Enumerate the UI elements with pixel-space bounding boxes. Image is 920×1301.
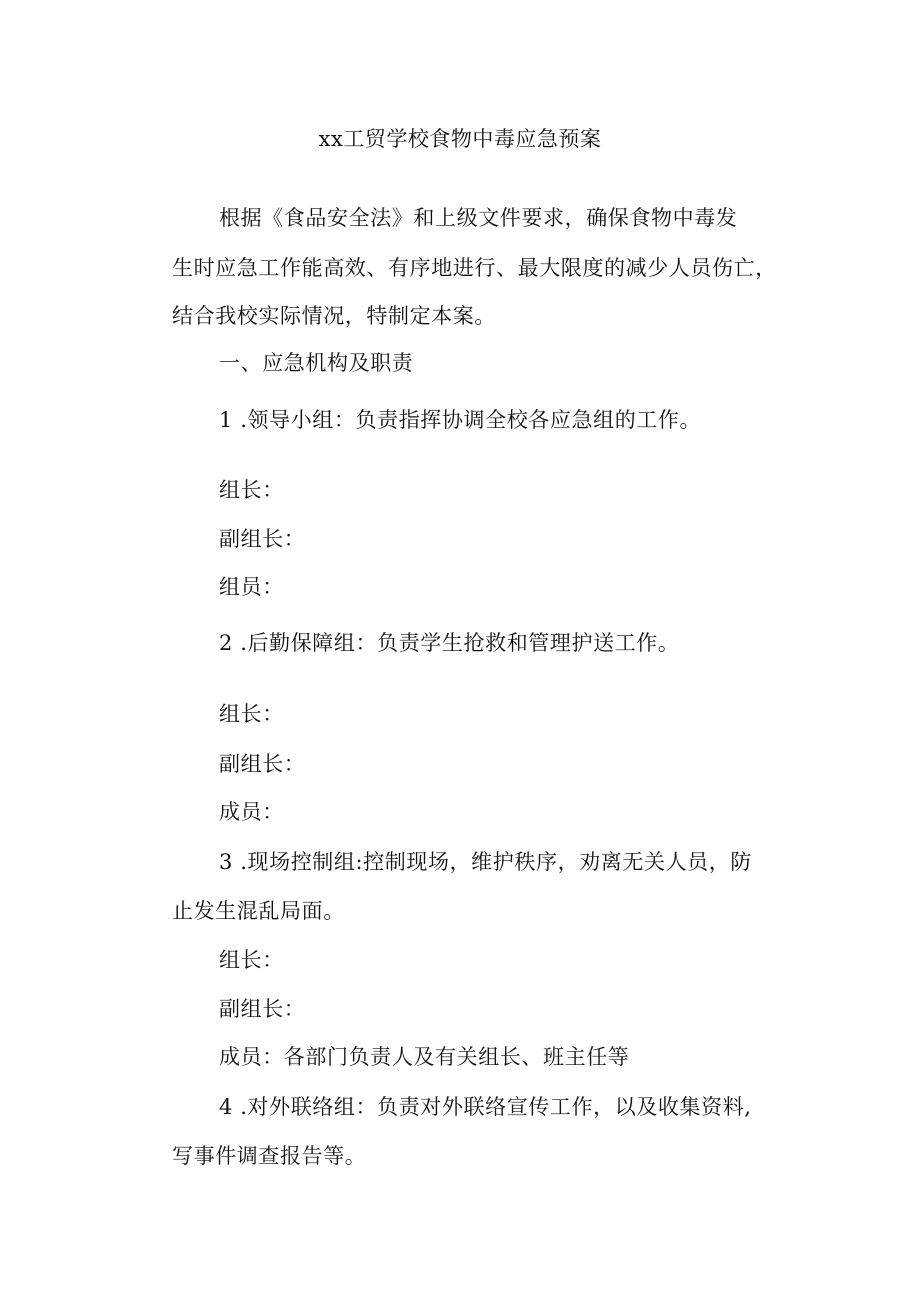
group-3-heading-line-2: 止发生混乱局面。 xyxy=(172,899,345,923)
group-1-heading: 1 .领导小组：负责指挥协调全校各应急组的工作。 xyxy=(219,408,702,432)
intro-line-2: 生时应急工作能高效、有序地进行、最大限度的减少人员伤亡， xyxy=(172,256,777,280)
group-1-members: 组员： xyxy=(219,575,284,599)
group-3-deputy: 副组长： xyxy=(219,997,306,1021)
group-2-leader: 组长： xyxy=(219,702,284,726)
intro-line-3: 结合我校实际情况，特制定本案。 xyxy=(172,304,496,328)
group-4-heading-line-1: 4 .对外联络组：负责对外联络宣传工作，以及收集资料, xyxy=(219,1095,752,1119)
group-3-members: 成员：各部门负责人及有关组长、班主任等 xyxy=(219,1045,630,1069)
intro-line-1: 根据《食品安全法》和上级文件要求，确保食物中毒发 xyxy=(219,206,738,230)
group-1-deputy: 副组长： xyxy=(219,527,306,551)
section-1-heading: 一、应急机构及职责 xyxy=(219,351,414,375)
group-2-members: 成员： xyxy=(219,800,284,824)
group-1-leader: 组长： xyxy=(219,478,284,502)
group-3-heading-line-1: 3 .现场控制组:控制现场，维护秩序，劝离无关人员，防 xyxy=(219,850,752,874)
group-2-heading: 2 .后勤保障组：负责学生抢救和管理护送工作。 xyxy=(219,631,680,655)
document-title: xx工贸学校食物中毒应急预案 xyxy=(318,127,602,151)
group-3-leader: 组长： xyxy=(219,948,284,972)
group-4-heading-line-2: 写事件调查报告等。 xyxy=(172,1144,367,1168)
group-2-deputy: 副组长： xyxy=(219,752,306,776)
